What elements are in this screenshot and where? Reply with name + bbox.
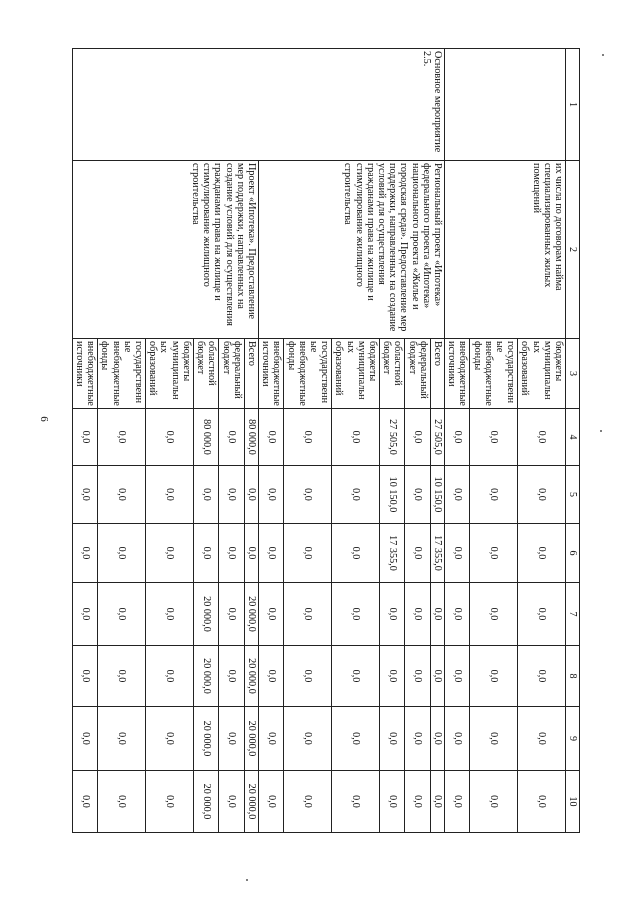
value-cell: 20 000,0 (244, 707, 258, 771)
value-cell: 0,0 (284, 646, 332, 707)
value-cell: 10 150,0 (379, 466, 404, 524)
value-cell: 20 000,0 (193, 646, 218, 707)
header-cell: 9 (566, 707, 580, 771)
value-cell: 0,0 (284, 707, 332, 771)
value-cell: 0,0 (470, 524, 518, 583)
value-cell: 0,0 (72, 524, 97, 583)
value-cell: 20 000,0 (193, 771, 218, 833)
value-cell: 0,0 (444, 409, 469, 466)
header-cell: 10 (566, 771, 580, 833)
value-cell: 0,0 (332, 524, 380, 583)
page-number: 6 (37, 416, 50, 422)
funding-source-cell: бюджеты муниципальных образований (146, 339, 194, 409)
description-cell: Региональный проект «Ипотека» федерального проекта «Ипотека» национального проекта «Жилье и городская среда». Предоставление мер поддержки, направленных на создание условий для осуществления гражданами права на жилище и стимулирование жилищного строительства (258, 161, 444, 339)
value-cell: 0,0 (444, 646, 469, 707)
value-cell: 0,0 (332, 409, 380, 466)
value-cell: 0,0 (405, 524, 430, 583)
value-cell: 0,0 (430, 707, 444, 771)
value-cell: 0,0 (518, 646, 566, 707)
value-cell: 0,0 (98, 771, 146, 833)
header-cell: 1 (566, 49, 580, 161)
value-cell: 0,0 (72, 583, 97, 646)
funding-source-cell: государственные внебюджетные фонды (284, 339, 332, 409)
value-cell: 0,0 (284, 583, 332, 646)
value-cell: 0,0 (72, 646, 97, 707)
funding-source-cell: областной бюджет (193, 339, 218, 409)
scan-speck (600, 430, 602, 432)
value-cell: 0,0 (98, 466, 146, 524)
value-cell: 0,0 (258, 524, 283, 583)
value-cell: 0,0 (332, 707, 380, 771)
value-cell: 0,0 (444, 524, 469, 583)
value-cell: 0,0 (219, 524, 244, 583)
value-cell: 0,0 (284, 771, 332, 833)
value-cell: 0,0 (332, 466, 380, 524)
value-cell: 0,0 (444, 466, 469, 524)
value-cell: 0,0 (258, 707, 283, 771)
value-cell: 0,0 (146, 466, 194, 524)
funding-source-cell: бюджеты муниципальных образований (332, 339, 380, 409)
value-cell: 0,0 (470, 771, 518, 833)
value-cell: 0,0 (219, 583, 244, 646)
header-cell: 2 (566, 161, 580, 339)
funding-source-cell: внебюджетные источники (258, 339, 283, 409)
value-cell: 0,0 (146, 771, 194, 833)
funding-source-cell: Всего (430, 339, 444, 409)
header-cell: 6 (566, 524, 580, 583)
value-cell: 0,0 (146, 524, 194, 583)
value-cell: 0,0 (470, 409, 518, 466)
value-cell: 0,0 (470, 707, 518, 771)
value-cell: 20 000,0 (244, 646, 258, 707)
funding-source-cell: государственные внебюджетные фонды (98, 339, 146, 409)
table-header-row (566, 49, 580, 833)
value-cell: 0,0 (470, 583, 518, 646)
value-cell: 0,0 (405, 771, 430, 833)
value-cell: 27 505,0 (379, 409, 404, 466)
scan-speck (246, 879, 248, 881)
funding-source-cell: областной бюджет (379, 339, 404, 409)
event-cell: Основное мероприятие 2.5. (72, 49, 444, 161)
value-cell: 0,0 (284, 466, 332, 524)
description-cell: Проект «Ипотека». Предоставление мер поддержки, направленных на создание условий для осуществления гражданами права на жилище и стимулирование жилищного строительства (72, 161, 258, 339)
value-cell: 0,0 (405, 409, 430, 466)
value-cell: 0,0 (258, 409, 283, 466)
value-cell: 0,0 (146, 707, 194, 771)
value-cell: 0,0 (470, 466, 518, 524)
value-cell: 0,0 (430, 583, 444, 646)
rotated-page-content (74, 48, 580, 832)
funding-source-cell: Всего (244, 339, 258, 409)
funding-source-cell: федеральный бюджет (405, 339, 430, 409)
value-cell: 10 150,0 (430, 466, 444, 524)
value-cell: 0,0 (470, 646, 518, 707)
value-cell: 0,0 (405, 707, 430, 771)
value-cell: 0,0 (258, 771, 283, 833)
value-cell: 27 505,0 (430, 409, 444, 466)
value-cell: 0,0 (518, 707, 566, 771)
header-cell: 5 (566, 466, 580, 524)
scan-speck (602, 54, 604, 56)
value-cell: 0,0 (146, 583, 194, 646)
value-cell: 0,0 (219, 409, 244, 466)
header-cell: 7 (566, 583, 580, 646)
funding-source-cell: бюджеты муниципальных образований (518, 339, 566, 409)
value-cell: 0,0 (219, 771, 244, 833)
value-cell: 0,0 (284, 524, 332, 583)
value-cell: 0,0 (98, 707, 146, 771)
value-cell: 0,0 (379, 583, 404, 646)
funding-source-cell: внебюджетные источники (444, 339, 469, 409)
value-cell: 0,0 (518, 466, 566, 524)
table-row (430, 49, 444, 833)
value-cell: 0,0 (518, 771, 566, 833)
table-row (244, 49, 258, 833)
value-cell: 0,0 (405, 646, 430, 707)
budget-table (72, 48, 580, 833)
value-cell: 20 000,0 (244, 583, 258, 646)
value-cell: 0,0 (219, 707, 244, 771)
value-cell: 0,0 (193, 524, 218, 583)
value-cell: 0,0 (405, 466, 430, 524)
funding-source-cell: внебюджетные источники (72, 339, 97, 409)
value-cell: 0,0 (98, 583, 146, 646)
value-cell: 17 355,0 (430, 524, 444, 583)
value-cell: 80 000,0 (193, 409, 218, 466)
value-cell: 0,0 (72, 409, 97, 466)
description-cell: их числа по договорам найма специализированных жилых помещений (444, 161, 565, 339)
value-cell: 0,0 (405, 583, 430, 646)
value-cell: 0,0 (98, 524, 146, 583)
value-cell: 0,0 (258, 646, 283, 707)
value-cell: 0,0 (146, 646, 194, 707)
value-cell: 0,0 (430, 771, 444, 833)
value-cell: 0,0 (379, 646, 404, 707)
value-cell: 0,0 (219, 466, 244, 524)
value-cell: 0,0 (244, 466, 258, 524)
value-cell: 0,0 (146, 409, 194, 466)
value-cell: 0,0 (332, 583, 380, 646)
value-cell: 0,0 (518, 524, 566, 583)
value-cell: 0,0 (244, 524, 258, 583)
value-cell: 0,0 (193, 466, 218, 524)
table-body (72, 49, 579, 833)
value-cell: 0,0 (444, 707, 469, 771)
value-cell: 0,0 (72, 466, 97, 524)
value-cell: 0,0 (284, 409, 332, 466)
value-cell: 20 000,0 (193, 583, 218, 646)
value-cell: 0,0 (72, 707, 97, 771)
value-cell: 0,0 (379, 771, 404, 833)
header-cell: 8 (566, 646, 580, 707)
value-cell: 0,0 (444, 583, 469, 646)
header-cell: 3 (566, 339, 580, 409)
value-cell: 0,0 (430, 646, 444, 707)
value-cell: 0,0 (444, 771, 469, 833)
value-cell: 0,0 (518, 409, 566, 466)
value-cell: 0,0 (258, 466, 283, 524)
value-cell: 20 000,0 (244, 771, 258, 833)
header-cell: 4 (566, 409, 580, 466)
funding-source-cell: федеральный бюджет (219, 339, 244, 409)
value-cell: 0,0 (98, 646, 146, 707)
value-cell: 0,0 (98, 409, 146, 466)
value-cell: 0,0 (258, 583, 283, 646)
value-cell: 20 000,0 (193, 707, 218, 771)
event-cell (444, 49, 565, 161)
value-cell: 0,0 (72, 771, 97, 833)
value-cell: 0,0 (379, 707, 404, 771)
value-cell: 0,0 (332, 646, 380, 707)
value-cell: 80 000,0 (244, 409, 258, 466)
value-cell: 0,0 (518, 583, 566, 646)
value-cell: 0,0 (219, 646, 244, 707)
funding-source-cell: государственные внебюджетные фонды (470, 339, 518, 409)
value-cell: 0,0 (332, 771, 380, 833)
table-row (518, 49, 566, 833)
value-cell: 17 355,0 (379, 524, 404, 583)
